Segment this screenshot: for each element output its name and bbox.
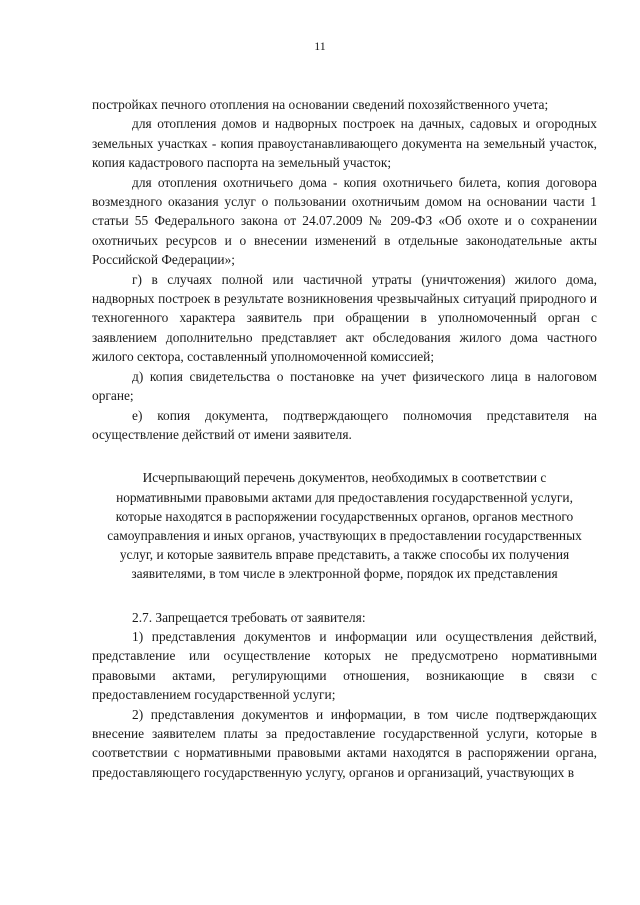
paragraph: 2.7. Запрещается требовать от заявителя: — [132, 609, 366, 625]
paragraph: 2) представления документов и информации, в том числе подтверждающих внесение заявителем платы за предоставление государственной услуги, которые в соответствии с нормативными правовыми актами находятся в распоряжении органа, предоставляющего государственную услугу, органов и организаций, участвующих в — [92, 706, 597, 780]
page-number: 11 — [314, 39, 326, 53]
paragraph: для отопления домов и надворных построек на дачных, садовых и огородных земельных участках - копия правоустанавливающего документа на земельный участок, копия кадастрового паспорта на земельный участок; — [92, 116, 597, 171]
section-heading: Исчерпывающий перечень документов, необходимых в соответствии с нормативными правовыми актами для предоставления государственной услуги, которые находятся в распоряжении государственных органов, органов местного самоуправления и иных органов, участвующих в предоставлении государственных услуг, и которые заявитель вправе представить, а также способы их получения заявителями, в том числе в электронной форме, порядок их представления — [107, 470, 582, 582]
paragraph: постройках печного отопления на основании сведений похозяйственного учета; — [92, 97, 549, 112]
paragraph: д) копия свидетельства о постановке на учет физического лица в налоговом органе; — [92, 368, 597, 404]
paragraph: е) копия документа, подтверждающего полномочия представителя на осуществление действий от имени заявителя. — [92, 407, 597, 442]
paragraph: для отопления охотничьего дома - копия охотничьего билета, копия договора возмездного оказания услуг о пользовании охотничьим домом на основании части 1 статьи 55 Федерального закона от 24.07.2009 № 209-ФЗ «Об охоте и о сохранении охотничьих ресурсов и о внесении изменений в отдельные законодательные акты Российской Федерации»; — [92, 174, 597, 268]
paragraph: 1) представления документов и информации или осуществления действий, представление или осуществление которых не предусмотрено нормативными правовыми актами, регулирующими отношения, возникающие в связи с предоставлением государственной услуги; — [92, 628, 597, 703]
document-body — [92, 95, 597, 782]
paragraph: г) в случаях полной или частичной утраты (уничтожения) жилого дома, надворных построек в результате возникновения чрезвычайных ситуаций природного и техногенного характера заявитель при обращении в уполномоченный орган с заявлением дополнительно представляет акт обследования жилого дома частного жилого сектора, составленный уполномоченной комиссией; — [92, 271, 597, 365]
